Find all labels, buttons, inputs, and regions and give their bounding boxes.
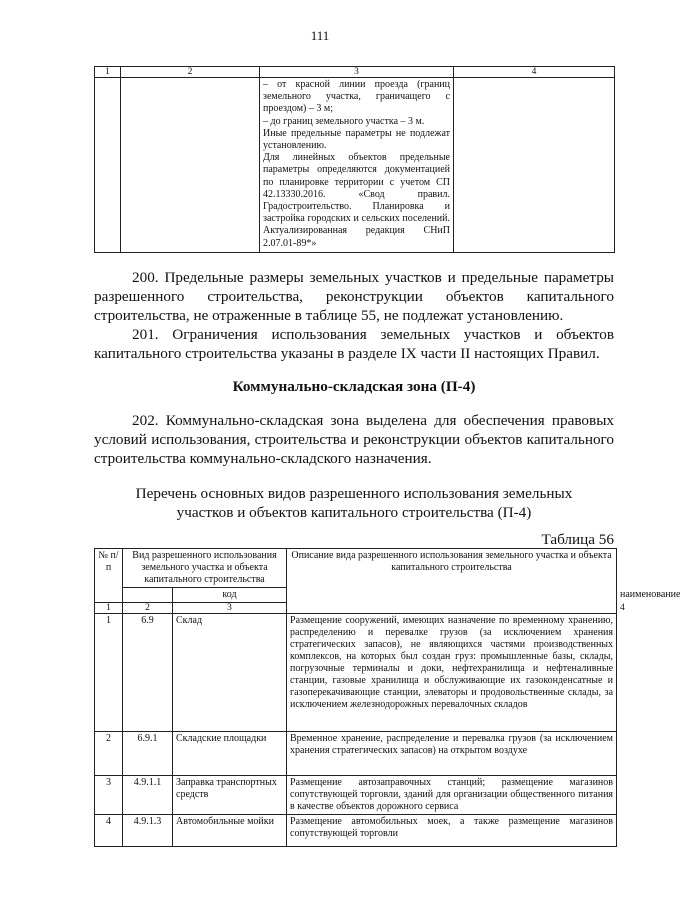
col-header: 1 [95, 67, 121, 78]
continued-table [94, 66, 615, 253]
paragraph-201: 201. Ограничения использования земельных участков и объектов капитального строительства указаны в разделе IX части II настоящих Правил. [94, 326, 614, 362]
parameter-line: Для линейных объектов предельные параметры определяются документацией по планировке территории с учетом СП 42.13330.2016. «Свод правил. Градостроительство. Планировка и застройка городских и сельских поселений. Актуализированная редакция СНиП 2.07.01-89*» [263, 152, 450, 249]
header-num: № п/п [95, 549, 123, 603]
table-56: № п/п Вид разрешенного использования земельного участка и объекта капитального строительства Описание вида разрешенного использования земельного участка и объекта капитального строительства код наименование 1 2 3 4 1 6.9 Склад Размещение сооружений, имеющих назначение по временному хранению, распределению и перевалке грузов (за исключением хранения стратегических запасов), не являющихся частями производственных комплексов, на которых был создан груз: промышленные базы, склады, погрузочные терминалы и доки, нефтехранилища и нефтеналивные станции, газовые хранилища и обслуживающие их газоконденсатные и газоперекачивающие станции, элеваторы и продовольственные склады, за исключением железнодорожных перевалочных складов 2 6.9.1 Складские площадки Временное хранение, распределение и перевалка грузов (за исключением хранения стратегических запасов) на открытом воздухе 3 4.9.1.1 Заправка транспортных средств Размещение автозаправочных станций; размещение магазинов сопутствующей торговли, зданий для организации общественного питания в качестве объектов дорожного сервиса 4 4.9.1.3 Автомобильные мойки Размещение автомобильных моек, а также размещение магазинов сопутствующей торговли [94, 548, 617, 847]
paragraph-202: 202. Коммунально-складская зона выделена для обеспечения правовых условий использования, строительства и реконструкции объектов капитального строительства коммунально-складского назначения. [94, 412, 614, 467]
header-kind: Вид разрешенного использования земельного участка и объекта капитального строительства [123, 549, 287, 588]
col-header: 4 [454, 67, 615, 78]
page-number: 111 [310, 28, 330, 43]
table-row: 2 6.9.1 Складские площадки Временное хранение, распределение и перевалка грузов (за исключением хранения стратегических запасов) на открытом воздухе [95, 732, 617, 776]
header-description: Описание вида разрешенного использования земельного участка и объекта капитального строительства [287, 549, 617, 614]
empty-cell [121, 78, 260, 253]
header-code: код [173, 588, 287, 603]
table-row: 4 4.9.1.3 Автомобильные мойки Размещение автомобильных моек, а также размещение магазинов сопутствующей торговли [95, 815, 617, 847]
col-header: 3 [260, 67, 454, 78]
col-number: 1 [95, 603, 123, 614]
table-row: 1 6.9 Склад Размещение сооружений, имеющих назначение по временному хранению, распределению и перевалке грузов (за исключением хранения стратегических запасов), не являющихся частями производственных комплексов, на которых был создан груз: промышленные базы, склады, погрузочные терминалы и доки, нефтехранилища и нефтеналивные станции, газовые хранилища и обслуживающие их газоконденсатные и газоперекачивающие станции, элеваторы и продовольственные склады, за исключением железнодорожных перевалочных складов [95, 614, 617, 732]
paragraph-200: 200. Предельные размеры земельных участков и предельные параметры разрешенного строительства, реконструкции объектов капитального строительства, не отраженные в таблице 55, не подлежат установлению. [94, 269, 614, 324]
parameter-line: – до границ земельного участка – 3 м. [263, 115, 425, 127]
empty-cell [95, 78, 121, 253]
parameter-line: Иные предельные параметры не подлежат установлению. [263, 127, 450, 152]
table-caption: Таблица 56 [541, 531, 614, 548]
col-number: 3 [173, 603, 287, 614]
parameters-cell [260, 78, 454, 253]
col-header: 2 [121, 67, 260, 78]
parameter-line: – от красной линии проезда (границ земельного участка, граничащего с проездом) – 3 м; [263, 79, 450, 115]
section-heading: Коммунально-складская зона (П-4) [232, 378, 476, 395]
list-title: Перечень основных видов разрешенного использования земельных участков и объектов капитального строительства (П-4) [135, 485, 573, 521]
header-num-empty [123, 588, 173, 603]
col-number: 2 [123, 603, 173, 614]
empty-cell [454, 78, 615, 253]
table-row: 3 4.9.1.1 Заправка транспортных средств Размещение автозаправочных станций; размещение магазинов сопутствующей торговли, зданий для организации общественного питания в качестве объектов дорожного сервиса [95, 776, 617, 815]
